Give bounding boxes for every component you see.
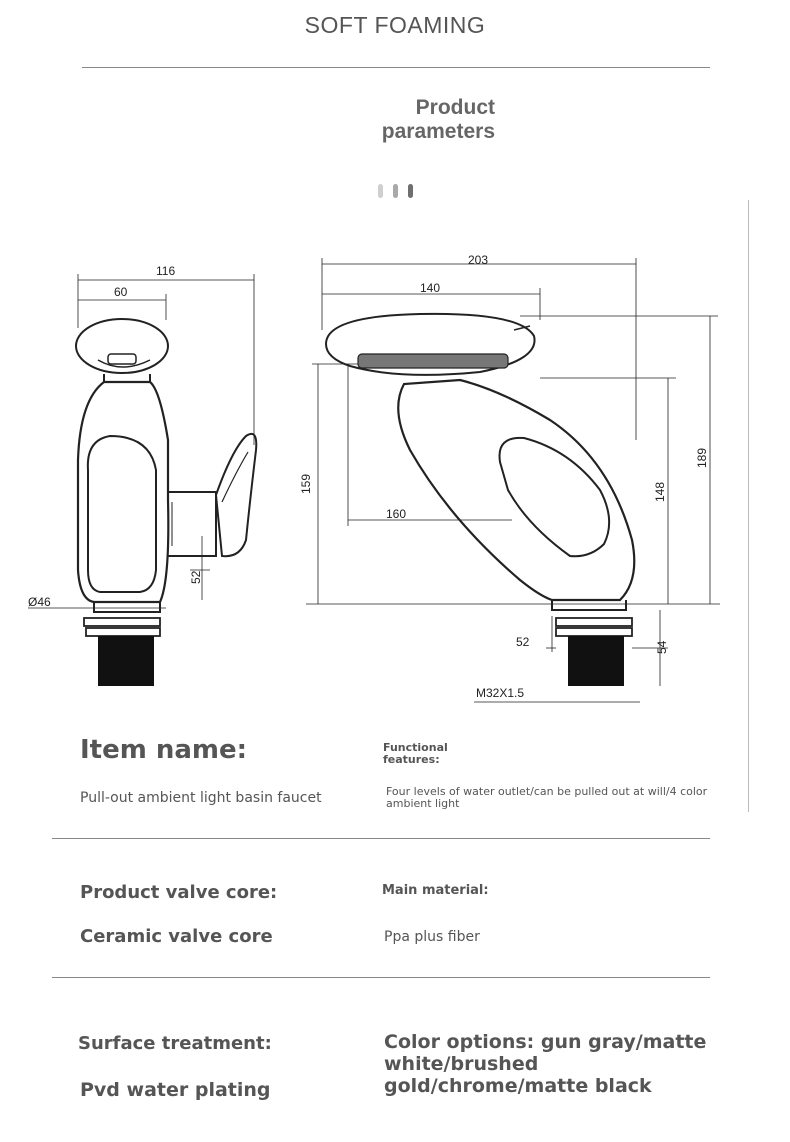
header-divider xyxy=(82,67,710,68)
color-options: Color options: gun gray/matte white/brushed gold/chrome/matte black xyxy=(384,1031,707,1097)
dim-148: 148 xyxy=(653,481,667,502)
dim-160: 160 xyxy=(386,507,407,521)
material-value: Ppa plus fiber xyxy=(384,929,480,945)
dim-203: 203 xyxy=(468,253,489,267)
functional-label: Functional features: xyxy=(383,741,448,766)
indicator-dot xyxy=(408,184,413,198)
surface-value: Pvd water plating xyxy=(80,1079,271,1101)
indicator-dot xyxy=(378,184,383,198)
dim-159: 159 xyxy=(299,473,313,494)
dim-116: 116 xyxy=(156,264,176,278)
lever xyxy=(216,434,256,556)
surface-label: Surface treatment: xyxy=(78,1033,272,1054)
material-label: Main material: xyxy=(382,883,489,898)
dim-189: 189 xyxy=(695,447,709,468)
dim-phi46: Ø46 xyxy=(28,595,51,609)
dim-52b: 52 xyxy=(516,635,530,649)
section-divider xyxy=(52,838,710,839)
handle-head xyxy=(76,319,168,373)
dim-140: 140 xyxy=(420,281,441,295)
section-title: Product parameters xyxy=(381,96,495,143)
page-title: SOFT FOAMING xyxy=(304,12,486,38)
item-name-label: Item name: xyxy=(80,735,248,765)
valve-core-value: Ceramic valve core xyxy=(80,926,273,947)
valve-core-label: Product valve core: xyxy=(80,882,278,903)
technical-drawing xyxy=(0,240,790,710)
indicator-dot xyxy=(393,184,398,198)
item-name-value: Pull-out ambient light basin faucet xyxy=(80,790,322,806)
dim-52a: 52 xyxy=(189,570,203,584)
section-divider xyxy=(52,977,710,978)
faucet-body xyxy=(78,382,168,602)
functional-value: Four levels of water outlet/can be pulled out at will/4 color ambient light xyxy=(386,785,708,810)
dim-60: 60 xyxy=(114,285,128,299)
dim-54: 54 xyxy=(655,640,669,654)
dim-thread: M32X1.5 xyxy=(476,686,525,700)
